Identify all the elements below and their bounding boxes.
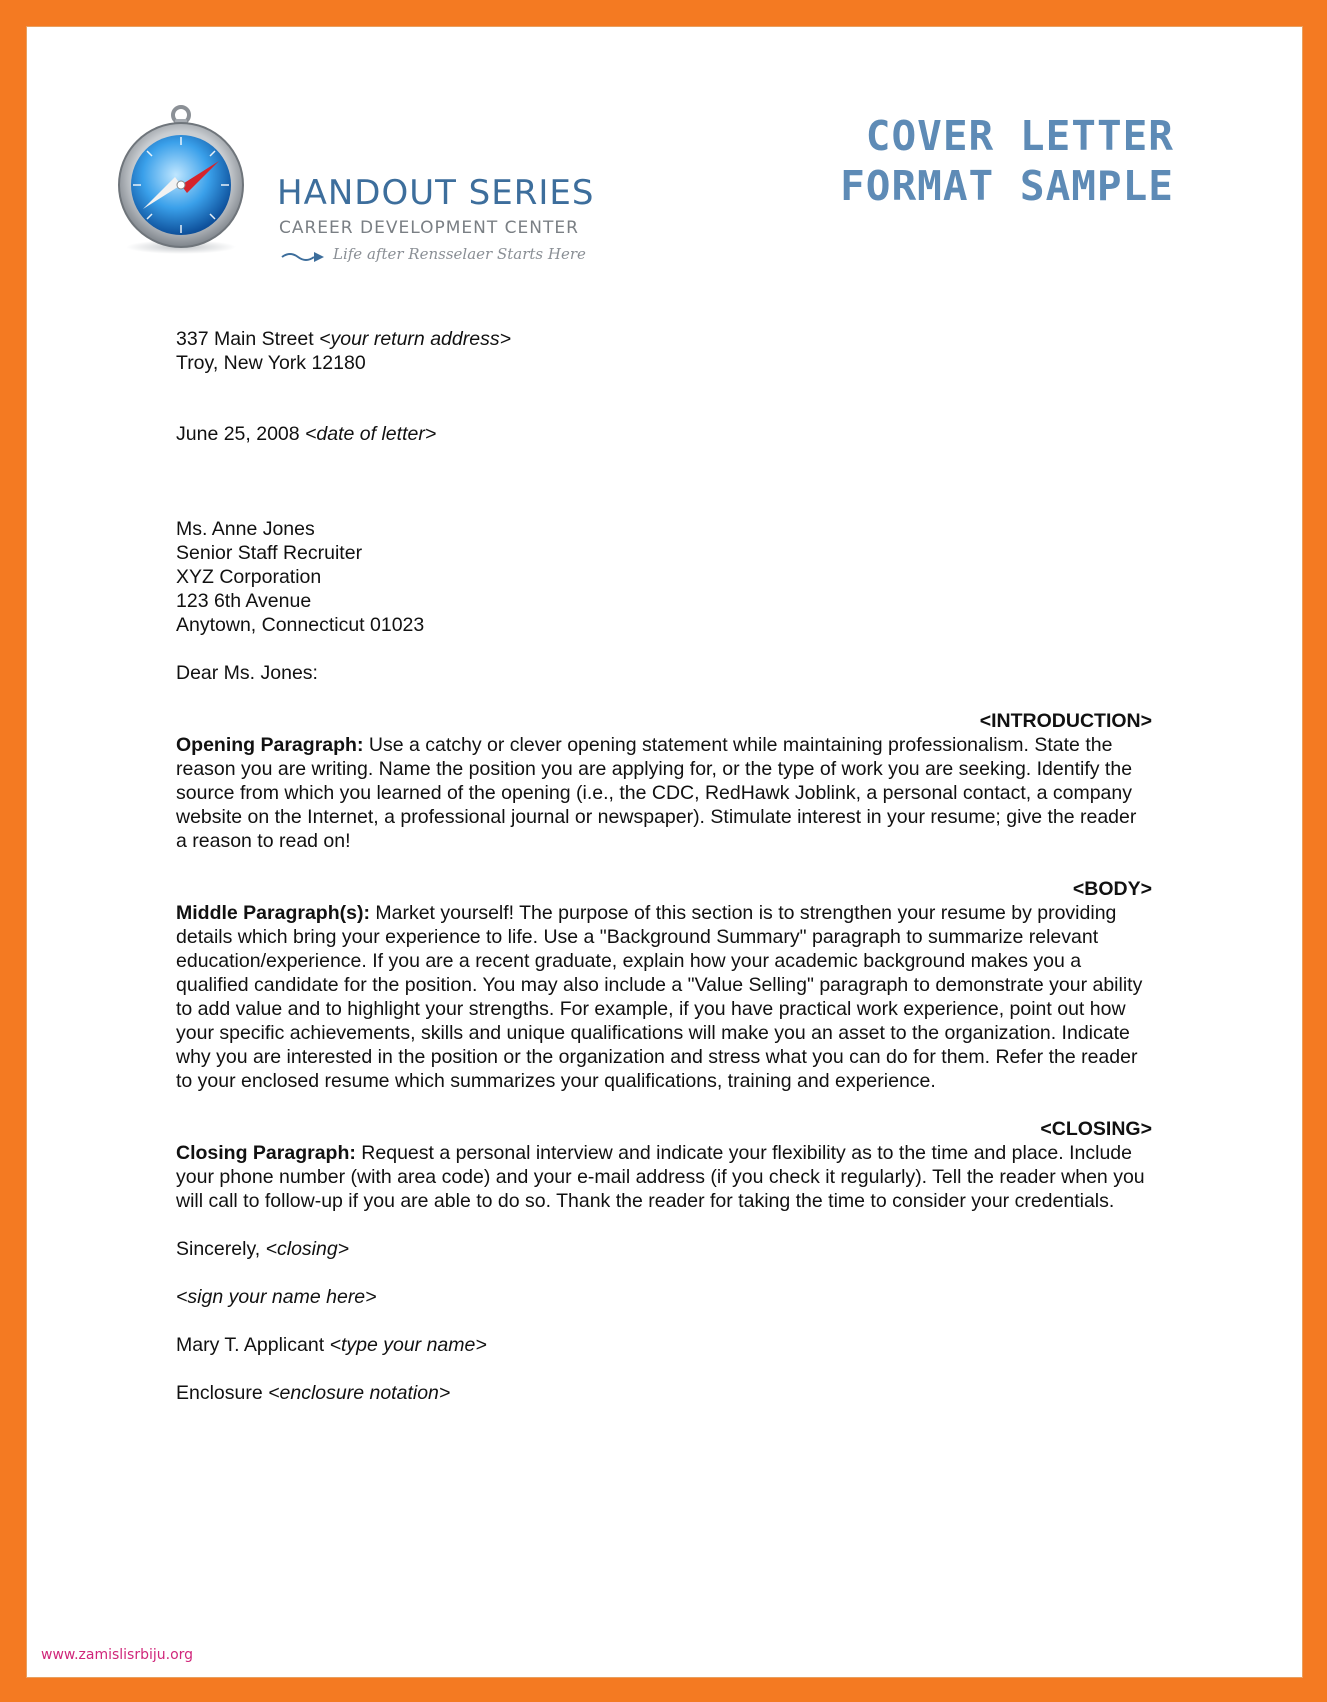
closing-tag: <CLOSING> — [1040, 1118, 1152, 1140]
arrow-icon — [280, 249, 328, 263]
recipient-street: 123 6th Avenue — [176, 590, 312, 612]
introduction-tag: <INTRODUCTION> — [979, 710, 1152, 732]
title-line-1: COVER LETTER — [865, 112, 1174, 160]
name-hint: <type your name> — [329, 1334, 487, 1356]
middle-label: Middle Paragraph(s): — [176, 902, 370, 924]
return-address-hint: <your return address> — [319, 328, 511, 350]
enclosure: Enclosure <enclosure notation> — [176, 1382, 451, 1404]
logo-title: HANDOUT SERIES — [277, 173, 595, 213]
sign-off-hint: <closing> — [265, 1238, 350, 1260]
closing-paragraph: Closing Paragraph: Request a personal interview and indicate your flexibility as to the time and place. Include your phone number (with area code) and your e-mail address (if you check it regularly). Tell the reader when you will call to follow-up if you are able to do so. Thank the reader for taking the time to consider your credentials. — [176, 1142, 1145, 1212]
recipient-title: Senior Staff Recruiter — [176, 542, 363, 564]
salutation: Dear Ms. Jones: — [176, 662, 318, 684]
handout-series-logo — [115, 91, 635, 281]
logo-tagline: Life after Rensselaer Starts Here — [333, 245, 586, 263]
document-title — [840, 111, 1174, 211]
return-address-line-2: Troy, New York 12180 — [176, 352, 366, 374]
signature-hint: <sign your name here> — [176, 1286, 377, 1308]
closing-label: Closing Paragraph: — [176, 1142, 356, 1164]
compass-icon — [115, 105, 245, 255]
enclosure-hint: <enclosure notation> — [268, 1382, 451, 1404]
letter-page — [26, 26, 1303, 1678]
middle-paragraph: Middle Paragraph(s): Market yourself! The purpose of this section is to strengthen your resume by providing details which bring your experience to life. Use a "Background Summary" paragraph to summarize relevant education/experience. If you are a recent graduate, explain how your academic background makes you a qualified candidate for the position. You may also include a "Value Selling" paragraph to demonstrate your ability to add value and to highlight your strengths. For example, if you have practical work experience, point out how your specific achievements, skills and unique qualifications will make you an asset to the organization. Indicate why you are interested in the position or the organization and stress what you can do for them. Refer the reader to your enclosed resume which summarizes your qualifications, training and experience. — [176, 902, 1143, 1092]
watermark: www.zamislisrbiju.org — [41, 1647, 194, 1663]
return-address-line-1: 337 Main Street <your return address> — [176, 328, 511, 350]
letter-body — [176, 327, 1152, 1405]
opening-paragraph: Opening Paragraph: Use a catchy or clever opening statement while maintaining professionalism. State the reason you are writing. Name the position you are applying for, or the type of work you are seeking. Identify the source from which you learned of the opening (i.e., the CDC, RedHawk Joblink, a personal contact, a company website on the Internet, a professional journal or newspaper). Stimulate interest in your resume; give the reader a reason to read on! — [176, 734, 1137, 852]
opening-label: Opening Paragraph: — [176, 734, 364, 756]
logo-subtitle: CAREER DEVELOPMENT CENTER — [279, 218, 579, 238]
typed-name: Mary T. Applicant <type your name> — [176, 1334, 487, 1356]
title-line-2: FORMAT SAMPLE — [840, 162, 1174, 210]
letter-date: June 25, 2008 <date of letter> — [176, 423, 437, 445]
date-hint: <date of letter> — [305, 423, 437, 445]
recipient-city: Anytown, Connecticut 01023 — [176, 614, 425, 636]
recipient-name: Ms. Anne Jones — [176, 518, 315, 540]
recipient-company: XYZ Corporation — [176, 566, 322, 588]
body-tag: <BODY> — [1072, 878, 1152, 900]
sign-off: Sincerely, <closing> — [176, 1238, 350, 1260]
